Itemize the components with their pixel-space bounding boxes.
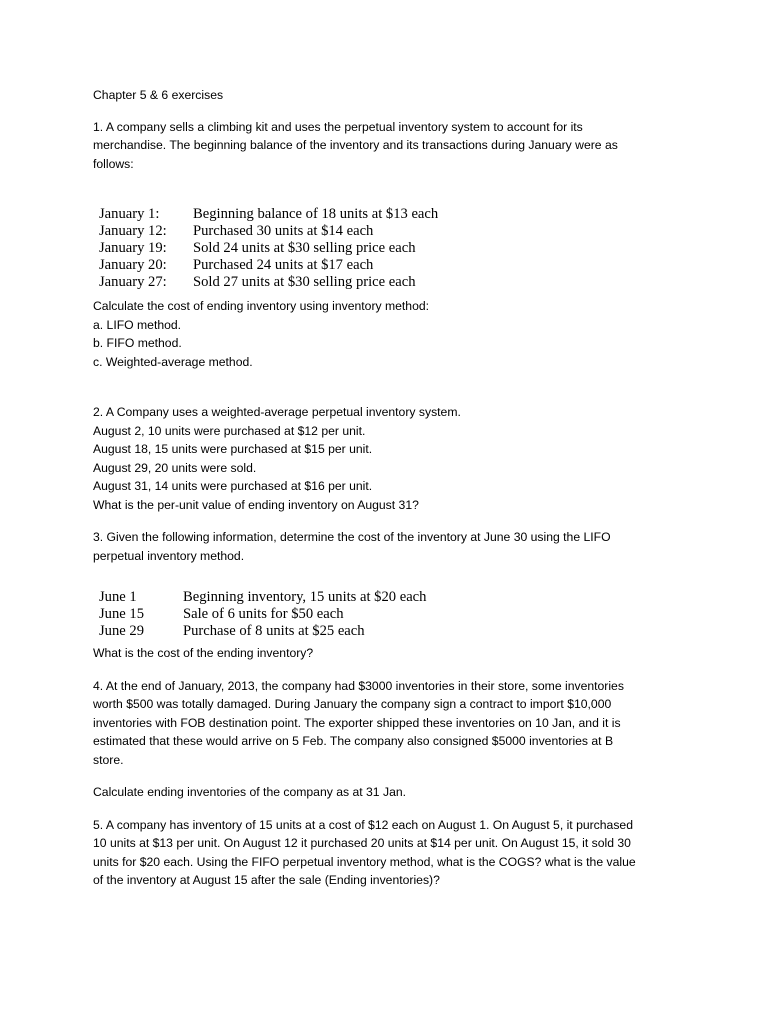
table-row bbox=[99, 206, 693, 223]
transaction-desc: Sold 24 units at $30 selling price each bbox=[193, 240, 416, 256]
q3-question: What is the cost of the ending inventory? bbox=[93, 646, 314, 660]
q2-line: August 29, 20 units were sold. bbox=[93, 460, 257, 475]
q1-transactions-table bbox=[99, 206, 693, 291]
table-row bbox=[99, 223, 693, 240]
q2-line: August 2, 10 units were purchased at $12 per unit. bbox=[93, 423, 366, 438]
q5-line: of the inventory at August 15 after the sale (Ending inventories)? bbox=[93, 873, 440, 887]
q1-intro-line: merchandise. The beginning balance of the inventory and its transactions during January were as bbox=[93, 138, 618, 152]
q4-line: 4. At the end of January, 2013, the company had $3000 inventories in their store, some inventories bbox=[93, 678, 624, 693]
question-1 bbox=[93, 118, 693, 372]
q3-intro-line: perpetual inventory method. bbox=[93, 548, 245, 563]
document-page bbox=[93, 86, 693, 890]
question-4 bbox=[93, 677, 693, 802]
table-row bbox=[99, 257, 693, 274]
transaction-desc: Beginning balance of 18 units at $13 each bbox=[193, 206, 439, 222]
transaction-desc: Sold 27 units at $30 selling price each bbox=[193, 274, 416, 290]
question-3 bbox=[93, 528, 693, 663]
table-row bbox=[99, 623, 693, 640]
q1-intro-line: 1. A company sells a climbing kit and uses the perpetual inventory system to account for its bbox=[93, 119, 583, 134]
q2-line: 2. A Company uses a weighted-average perpetual inventory system. bbox=[93, 405, 461, 419]
transaction-date: June 1 bbox=[99, 589, 137, 605]
q1-line: Calculate the cost of ending inventory using inventory method: bbox=[93, 299, 430, 313]
transaction-date: January 27: bbox=[99, 274, 167, 290]
q5-line: 10 units at $13 per unit. On August 12 it purchased 20 units at $14 per unit. On August 15, it sold 30 bbox=[93, 836, 631, 850]
transaction-desc: Purchased 30 units at $14 each bbox=[193, 223, 374, 239]
q3-intro-line: 3. Given the following information, determine the cost of the inventory at June 30 using the LIFO bbox=[93, 530, 611, 544]
transaction-date: January 12: bbox=[99, 223, 167, 239]
table-row bbox=[99, 240, 693, 257]
q4-line: worth $500 was totally damaged. During January the company sign a contract to import $10,000 bbox=[93, 697, 612, 711]
transaction-desc: Purchase of 8 units at $25 each bbox=[183, 623, 365, 639]
page-title: Chapter 5 & 6 exercises bbox=[93, 88, 224, 102]
question-2 bbox=[93, 403, 693, 514]
q2-line: August 31, 14 units were purchased at $16 per unit. bbox=[93, 479, 373, 493]
q1-intro-line: follows: bbox=[93, 156, 134, 171]
transaction-desc: Beginning inventory, 15 units at $20 each bbox=[183, 589, 427, 605]
q5-line: 5. A company has inventory of 15 units at a cost of $12 each on August 1. On August 5, it purchased bbox=[93, 817, 633, 832]
q4-line: inventories with FOB destination point. The exporter shipped these inventories on 10 Jan, and it is bbox=[93, 715, 621, 730]
table-row bbox=[99, 589, 693, 606]
q2-line: August 18, 15 units were purchased at $15 per unit. bbox=[93, 442, 373, 456]
table-row bbox=[99, 274, 693, 291]
q2-line: What is the per-unit value of ending inventory on August 31? bbox=[93, 497, 419, 512]
q4-line: store. bbox=[93, 752, 124, 767]
q5-line: units for $20 each. Using the FIFO perpetual inventory method, what is the COGS? what is the value bbox=[93, 854, 636, 869]
q1-line: a. LIFO method. bbox=[93, 317, 182, 332]
q1-line: b. FIFO method. bbox=[93, 336, 182, 350]
transaction-date: January 19: bbox=[99, 240, 167, 256]
q4-question: Calculate ending inventories of the company as at 31 Jan. bbox=[93, 785, 407, 799]
transaction-desc: Purchased 24 units at $17 each bbox=[193, 257, 374, 273]
q1-line: c. Weighted-average method. bbox=[93, 354, 253, 369]
transaction-desc: Sale of 6 units for $50 each bbox=[183, 606, 344, 622]
transaction-date: June 29 bbox=[99, 623, 144, 639]
table-row bbox=[99, 606, 693, 623]
transaction-date: January 20: bbox=[99, 257, 167, 273]
q4-line: estimated that these would arrive on 5 Feb. The company also consigned $5000 inventories at B bbox=[93, 734, 614, 748]
question-5 bbox=[93, 816, 693, 890]
transaction-date: June 15 bbox=[99, 606, 144, 622]
q3-transactions-table bbox=[99, 589, 693, 640]
transaction-date: January 1: bbox=[99, 206, 160, 222]
